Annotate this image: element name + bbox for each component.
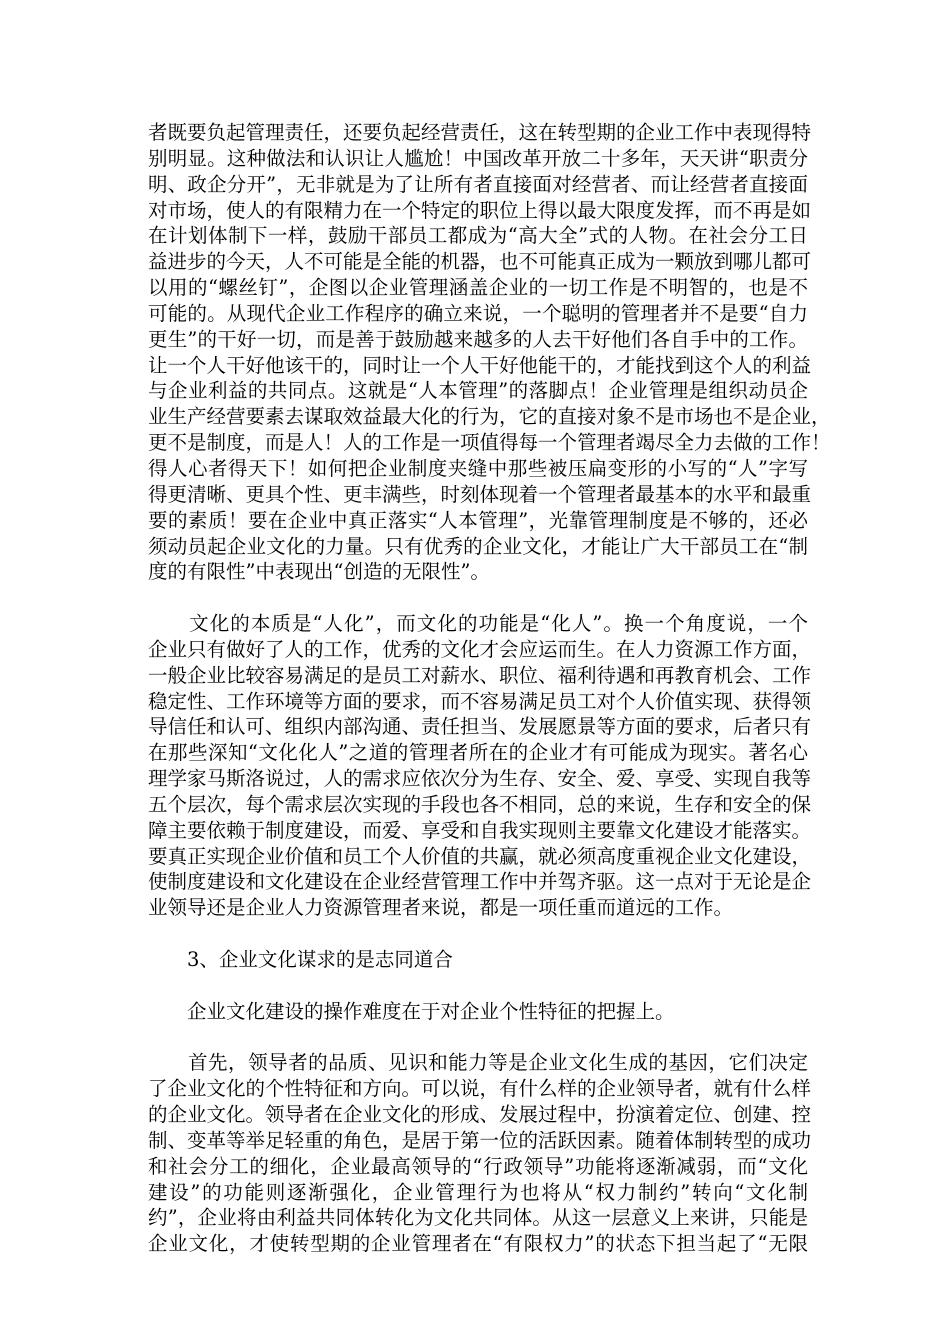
text-line: 更不是制度，而是人！人的工作是一项值得每一个管理者竭尽全力去做的工作！ bbox=[148, 431, 831, 455]
text-line: 要的素质！要在企业中真正落实“人本管理”，光靠管理制度是不够的，还必 bbox=[148, 508, 808, 532]
text-line: 在计划体制下一样，鼓励干部员工都成为“高大全”式的人物。在社会分工日 bbox=[148, 224, 808, 248]
text-line: 的企业文化。领导者在企业文化的形成、发展过程中，扮演着定位、创建、控 bbox=[148, 1103, 812, 1127]
text-line: 企业只有做好了人的工作，优秀的文化才会应运而生。在人力资源工作方面， bbox=[148, 637, 812, 661]
text-line: 稳定性、工作环境等方面的要求，而不容易满足员工对个人价值实现、获得领 bbox=[148, 689, 812, 713]
text-line: 业领导还是企业人力资源管理者来说，都是一项任重而道远的工作。 bbox=[148, 896, 734, 920]
text-line: 得人心者得天下！如何把企业制度夹缝中那些被压扁变形的小写的“人”字写 bbox=[148, 456, 808, 480]
text-line: 让一个人干好他该干的，同时让一个人干好他能干的，才能找到这个人的利益 bbox=[148, 353, 812, 377]
paragraph-spacer bbox=[148, 1025, 808, 1051]
paragraph-spacer bbox=[148, 921, 808, 947]
paragraph-spacer bbox=[148, 585, 808, 611]
text-line: 更生”的干好一切，而是善于鼓励越来越多的人去干好他们各自手中的工作。 bbox=[148, 327, 808, 351]
text-line: 与企业利益的共同点。这就是“人本管理”的落脚点！企业管理是组织动员企 bbox=[148, 379, 808, 403]
text-line: 企业文化建设的操作难度在于对企业个性特征的把握上。 bbox=[148, 999, 675, 1023]
text-line: 者既要负起管理责任，还要负起经营责任，这在转型期的企业工作中表现得特 bbox=[148, 121, 812, 144]
text-line: 导信任和认可、组织内部沟通、责任担当、发展愿景等方面的要求，后者只有 bbox=[148, 715, 812, 739]
text-line: 一般企业比较容易满足的是员工对薪水、职位、福利待遇和再教育机会、工作 bbox=[148, 663, 812, 687]
text-line: 业生产经营要素去谋取效益最大化的行为，它的直接对象不是市场也不是企业， bbox=[148, 405, 831, 429]
text-line: 3、企业文化谋求的是志同道合 bbox=[148, 948, 453, 971]
text-line: 五个层次，每个需求层次实现的手段也各不相同，总的来说，生存和安全的保 bbox=[148, 792, 812, 816]
paragraph-5 bbox=[148, 1050, 812, 1257]
text-line: 了企业文化的个性特征和方向。可以说，有什么样的企业领导者，就有什么样 bbox=[148, 1077, 812, 1101]
section-heading bbox=[148, 947, 808, 973]
document-page bbox=[148, 120, 831, 1257]
text-line: 约”，企业将由利益共同体转化为文化共同体。从这一层意义上来讲，只能是 bbox=[148, 1206, 808, 1230]
text-line: 文化的本质是“人化”，而文化的功能是“化人”。换一个角度说，一个 bbox=[148, 612, 808, 636]
text-line: 度的有限性”中表现出“创造的无限性”。 bbox=[148, 560, 490, 584]
text-line: 首先，领导者的品质、见识和能力等是企业文化生成的基因，它们决定 bbox=[148, 1051, 808, 1075]
text-line: 别明显。这种做法和认识让人尴尬！中国改革开放二十多年，天天讲“职责分 bbox=[148, 146, 808, 170]
text-line: 明、政企分开”，无非就是为了让所有者直接面对经营者、而让经营者直接面 bbox=[148, 172, 808, 196]
text-line: 理学家马斯洛说过，人的需求应依次分为生存、安全、爱、享受、实现自我等 bbox=[148, 767, 812, 791]
text-line: 对市场，使人的有限精力在一个特定的职位上得以最大限度发挥，而不再是如 bbox=[148, 198, 812, 222]
text-line: 益进步的今天，人不可能是全能的机器，也不可能真正成为一颗放到哪儿都可 bbox=[148, 250, 812, 274]
text-line: 要真正实现企业价值和员工个人价值的共赢，就必须高度重视企业文化建设， bbox=[148, 844, 812, 868]
text-line: 企业文化，才使转型期的企业管理者在“有限权力”的状态下担当起了“无限 bbox=[148, 1232, 808, 1256]
text-line: 制、变革等举足轻重的角色，是居于第一位的活跃因素。随着体制转型的成功 bbox=[148, 1128, 812, 1152]
text-line: 可能的。从现代企业工作程序的确立来说，一个聪明的管理者并不是要“自力 bbox=[148, 301, 808, 325]
text-line: 建设”的功能则逐渐强化，企业管理行为也将从“权力制约”转向“文化制 bbox=[148, 1180, 808, 1204]
paragraph-4 bbox=[148, 999, 808, 1025]
text-line: 以用的“螺丝钉”，企图以企业管理涵盖企业的一切工作是不明智的，也是不 bbox=[148, 276, 808, 300]
text-line: 在那些深知“文化化人”之道的管理者所在的企业才有可能成为现实。著名心 bbox=[148, 741, 808, 765]
text-line: 和社会分工的细化，企业最高领导的“行政领导”功能将逐渐减弱，而“文化 bbox=[148, 1154, 808, 1178]
paragraph-1 bbox=[148, 120, 831, 585]
text-line: 须动员起企业文化的力量。只有优秀的企业文化，才能让广大干部员工在“制 bbox=[148, 534, 808, 558]
text-line: 使制度建设和文化建设在企业经营管理工作中并驾齐驱。这一点对于无论是企 bbox=[148, 870, 812, 894]
text-line: 得更清晰、更具个性、更丰满些，时刻体现着一个管理者最基本的水平和最重 bbox=[148, 482, 812, 506]
text-line: 障主要依赖于制度建设，而爱、享受和自我实现则主要靠文化建设才能落实。 bbox=[148, 818, 812, 842]
paragraph-2 bbox=[148, 611, 812, 921]
paragraph-spacer bbox=[148, 973, 808, 999]
